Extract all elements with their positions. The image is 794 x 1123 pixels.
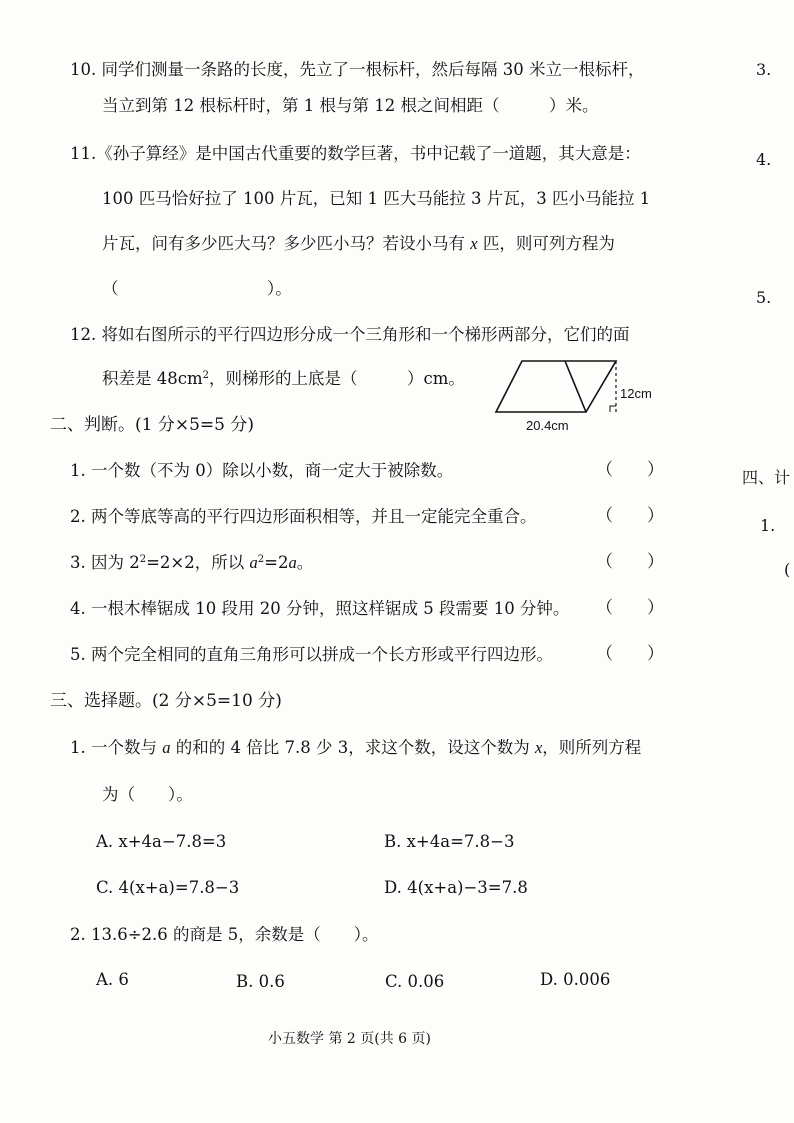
margin-paren: ( bbox=[784, 560, 791, 579]
parallelogram-figure bbox=[490, 355, 670, 435]
margin-item-1: 1. bbox=[760, 516, 776, 535]
judge-item-4: 4. 一根木棒锯成 10 段用 20 分钟，照这样锯成 5 段需要 10 分钟。 bbox=[70, 599, 570, 618]
choice-q2-option-d[interactable]: D. 0.006 bbox=[540, 970, 611, 989]
choice-q1-option-a[interactable]: A. x+4a−7.8=3 bbox=[96, 832, 227, 851]
page-footer: 小五数学 第 2 页(共 6 页) bbox=[268, 1031, 431, 1047]
judge-item-3: 3. 因为 $2^2=2\times 2$，所以 $a^2=2a$。 bbox=[70, 553, 314, 572]
choice-q2-option-b[interactable]: B. 0.6 bbox=[236, 972, 285, 991]
q12-line1: 12. 将如右图所示的平行四边形分成一个三角形和一个梯形两部分，它们的面 bbox=[70, 325, 630, 344]
judge-item-2: 2. 两个等底等高的平行四边形面积相等，并且一定能完全重合。 bbox=[70, 507, 537, 526]
section3-title: 三、选择题。(2 分×5=10 分) bbox=[50, 691, 282, 711]
parallelogram-outline bbox=[496, 361, 616, 412]
margin-number-4: 4. bbox=[756, 150, 772, 169]
q12-line2: 积差是 $48cm^2$，则梯形的上底是（ ）cm。 bbox=[102, 369, 465, 388]
q11-line3: 片瓦，问有多少匹大马？多少匹小马？若设小马有 x 匹，则可列方程为 bbox=[102, 234, 615, 253]
base-label: 20.4cm bbox=[526, 418, 569, 433]
section2-title: 二、判断。(1 分×5=5 分) bbox=[50, 415, 255, 435]
dividing-line bbox=[565, 361, 586, 412]
q11-answer-blank: （ ）。 bbox=[102, 279, 292, 298]
choice-q2-line1: 2. 13.6÷2.6 的商是 5，余数是（ ）。 bbox=[70, 925, 379, 944]
height-label: 12cm bbox=[620, 386, 652, 401]
margin-section4-title: 四、计 bbox=[742, 468, 791, 487]
q11-line1: 11.《孙子算经》是中国古代重要的数学巨著，书中记载了一道题，其大意是： bbox=[70, 144, 641, 163]
judge-item-5: 5. 两个完全相同的直角三角形可以拼成一个长方形或平行四边形。 bbox=[70, 645, 553, 664]
choice-q2-option-c[interactable]: C. 0.06 bbox=[385, 972, 445, 991]
choice-q1-option-b[interactable]: B. x+4a=7.8−3 bbox=[384, 832, 515, 851]
choice-q1-option-d[interactable]: D. 4(x+a)−3=7.8 bbox=[384, 878, 528, 897]
judge-answer-3[interactable]: （ ） bbox=[596, 552, 664, 572]
judge-answer-4[interactable]: （ ） bbox=[596, 598, 664, 618]
judge-answer-1[interactable]: （ ） bbox=[596, 460, 664, 480]
judge-item-1: 1. 一个数（不为 0）除以小数，商一定大于被除数。 bbox=[70, 461, 454, 480]
margin-number-5: 5. bbox=[756, 288, 772, 307]
choice-q1-line1: 1. 一个数与 a 的和的 4 倍比 7.8 少 3，求这个数，设这个数为 x，则所列方程 bbox=[70, 738, 642, 757]
margin-number-3: 3. bbox=[756, 60, 772, 79]
q11-line2: 100 匹马恰好拉了 100 片瓦，已知 1 匹大马能拉 3 片瓦，3 匹小马能拉 1 bbox=[102, 189, 651, 208]
right-angle-mark bbox=[610, 406, 616, 412]
choice-q1-line2: 为（ ）。 bbox=[102, 785, 193, 804]
choice-q2-option-a[interactable]: A. 6 bbox=[96, 970, 129, 989]
q10-line1: 10. 同学们测量一条路的长度，先立了一根标杆，然后每隔 30 米立一根标杆， bbox=[70, 60, 645, 79]
q10-line2: 当立到第 12 根标杆时，第 1 根与第 12 根之间相距（ ）米。 bbox=[102, 96, 599, 115]
choice-q1-option-c[interactable]: C. 4(x+a)=7.8−3 bbox=[96, 878, 240, 897]
judge-answer-2[interactable]: （ ） bbox=[596, 506, 664, 526]
judge-answer-5[interactable]: （ ） bbox=[596, 644, 664, 664]
